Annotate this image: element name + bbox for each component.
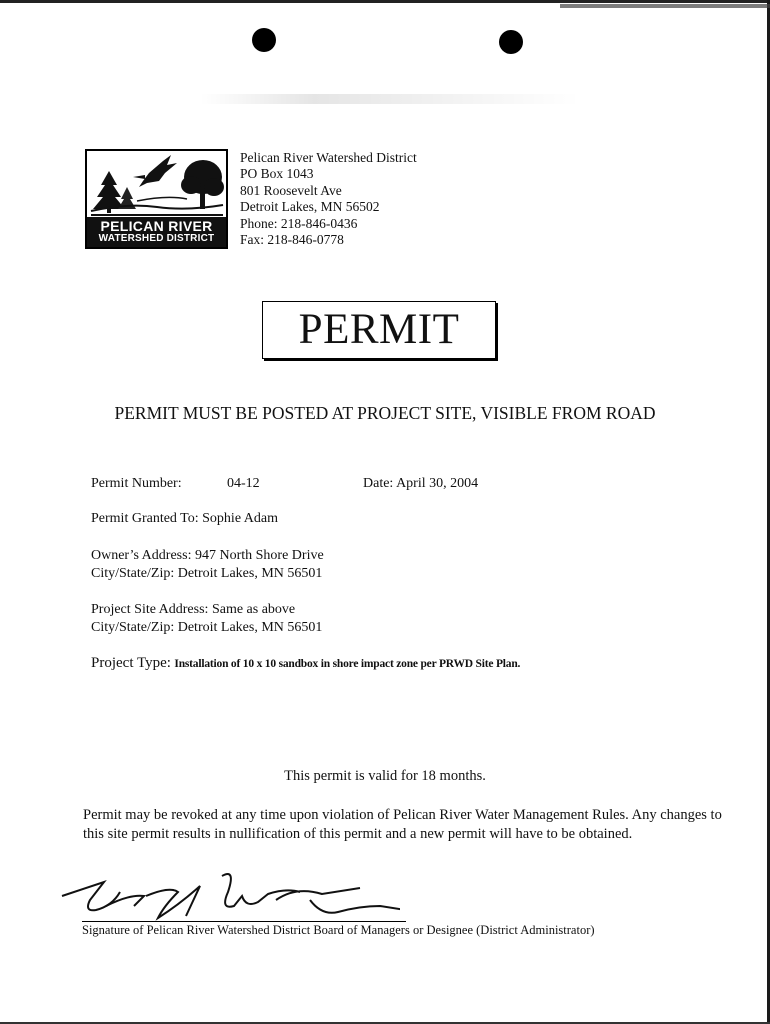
- validity-statement: This permit is valid for 18 months.: [284, 768, 486, 784]
- logo-band: [87, 217, 226, 247]
- district-logo: [85, 149, 228, 249]
- site-city-label: City/State/Zip:: [91, 620, 175, 635]
- scan-smudge: [200, 94, 580, 104]
- project-type-row: [91, 655, 520, 672]
- site-address-row: [91, 602, 295, 618]
- project-type-label: Project Type:: [91, 655, 171, 671]
- permit-date-label: Date:: [363, 476, 394, 491]
- permit-number-label: Permit Number:: [91, 476, 182, 491]
- permit-title-box: [262, 301, 496, 359]
- owner-city: Detroit Lakes, MN 56501: [177, 566, 323, 581]
- posting-notice: PERMIT MUST BE POSTED AT PROJECT SITE, VISIBLE FROM ROAD: [114, 403, 656, 423]
- scan-edge-top: [0, 0, 770, 3]
- logo-line2: WATERSHED DISTRICT: [98, 233, 215, 244]
- granted-to-row: [91, 511, 278, 527]
- punch-hole-right: [499, 30, 523, 54]
- owner-address-row: [91, 548, 324, 564]
- org-phone: Phone: 218-846-0436: [240, 215, 358, 231]
- signature-line: [82, 921, 406, 922]
- granted-to-label: Permit Granted To:: [91, 511, 199, 526]
- permit-date-row: [363, 476, 478, 492]
- site-address-label: Project Site Address:: [91, 602, 209, 617]
- owner-city-row: [91, 566, 322, 582]
- punch-hole-left: [252, 28, 276, 52]
- org-street: 801 Roosevelt Ave: [240, 182, 342, 198]
- district-address: [240, 150, 417, 248]
- site-city-row: [91, 620, 322, 636]
- owner-address-label: Owner’s Address:: [91, 548, 192, 563]
- revocation-statement: Permit may be revoked at any time upon violation of Pelican River Water Management Rules. Any changes to this site permit results in nullification of this permit and a new permit will have to be obtained.: [83, 807, 722, 842]
- signature-label: Signature of Pelican River Watershed District Board of Managers or Designee (District Administrator): [82, 923, 595, 937]
- site-city: Detroit Lakes, MN 56501: [177, 620, 323, 635]
- site-address: Same as above: [211, 602, 296, 617]
- permit-date: April 30, 2004: [396, 476, 479, 491]
- logo-line1: PELICAN RIVER: [100, 218, 213, 234]
- granted-to: Sophie Adam: [202, 511, 278, 526]
- org-name: Pelican River Watershed District: [240, 150, 417, 165]
- project-type: Installation of 10 x 10 sandbox in shore impact zone per PRWD Site Plan.: [174, 658, 521, 670]
- org-fax: Fax: 218-846-0778: [240, 232, 344, 248]
- owner-city-label: City/State/Zip:: [91, 566, 175, 581]
- logo-scene-icon: [87, 151, 226, 217]
- signature-mark: [60, 866, 400, 926]
- page-title: PERMIT: [298, 306, 460, 353]
- scan-streak: [560, 4, 770, 8]
- org-po-box: PO Box 1043: [240, 166, 314, 182]
- permit-number: 04-12: [227, 476, 260, 491]
- org-city: Detroit Lakes, MN 56502: [240, 199, 380, 215]
- owner-address: 947 North Shore Drive: [194, 548, 324, 563]
